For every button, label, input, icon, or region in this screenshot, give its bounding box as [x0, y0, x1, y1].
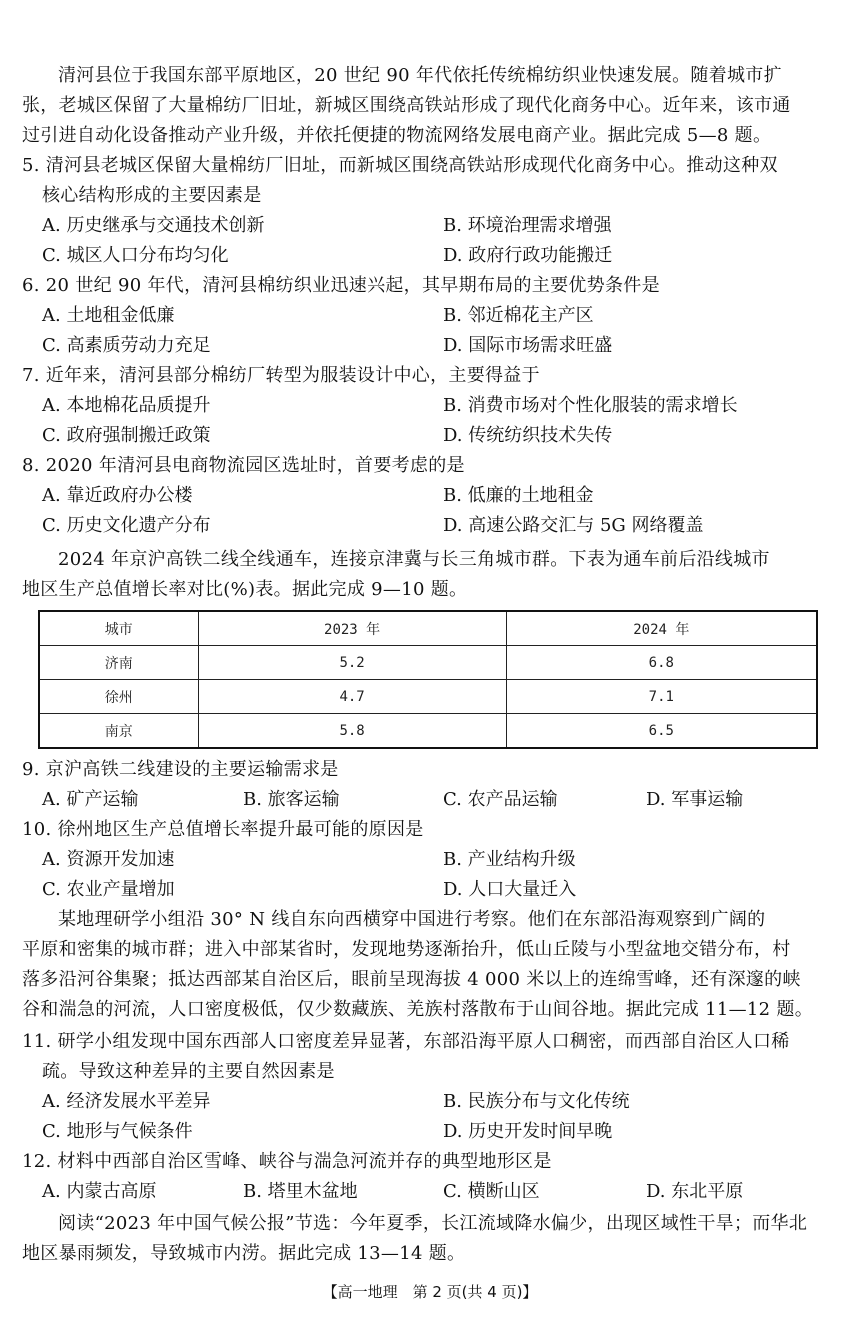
table-cell: 济南: [39, 646, 198, 680]
table-cell: 7.1: [506, 680, 817, 714]
q12-option-d: D. 东北平原: [646, 1181, 744, 1202]
passage-line: 张，老城区保留了大量棉纺厂旧址，新城区围绕高铁站形成了现代化商务中心。近年来，该市通: [22, 95, 791, 116]
q6-option-d: D. 国际市场需求旺盛: [443, 335, 613, 356]
q10-option-b: B. 产业结构升级: [443, 849, 576, 870]
question-6-stem: 6. 20 世纪 90 年代，清河县棉纺织业迅速兴起，其早期布局的主要优势条件是: [22, 275, 660, 296]
passage-line: 地区暴雨频发，导致城市内涝。据此完成 13—14 题。: [22, 1243, 466, 1264]
q7-option-a: A. 本地棉花品质提升: [42, 395, 211, 416]
q9-option-d: D. 军事运输: [646, 789, 744, 810]
passage-line: 某地理研学小组沿 30° N 线自东向西横穿中国进行考察。他们在东部沿海观察到广阔的: [58, 909, 766, 930]
q5-option-a: A. 历史继承与交通技术创新: [42, 215, 265, 236]
q5-option-c: C. 城区人口分布均匀化: [42, 245, 229, 266]
passage-line: 过引进自动化设备推动产业升级，并依托便捷的物流网络发展电商产业。据此完成 5—8 题。: [22, 125, 772, 146]
question-10-stem: 10. 徐州地区生产总值增长率提升最可能的原因是: [22, 819, 424, 840]
table-cell: 徐州: [39, 680, 198, 714]
table-cell: 6.5: [506, 714, 817, 749]
table-row: [39, 714, 817, 749]
passage-line: 落多沿河谷集聚；抵达西部某自治区后，眼前呈现海拔 4 000 米以上的连绵雪峰，还有深邃的峡: [22, 969, 801, 990]
q10-option-a: A. 资源开发加速: [42, 849, 175, 870]
q12-option-b: B. 塔里木盆地: [243, 1181, 358, 1202]
q6-option-b: B. 邻近棉花主产区: [443, 305, 594, 326]
table-cell: 5.2: [198, 646, 506, 680]
question-11-stem: 11. 研学小组发现中国东西部人口密度差异显著，东部沿海平原人口稠密，而西部自治区人口稀: [22, 1031, 790, 1052]
q9-option-c: C. 农产品运输: [443, 789, 558, 810]
question-11-stem-cont: 疏。导致这种差异的主要自然因素是: [42, 1061, 335, 1082]
q11-option-d: D. 历史开发时间早晚: [443, 1121, 613, 1142]
table-header-cell: 2024 年: [506, 611, 817, 646]
passage-line: 阅读“2023 年中国气候公报”节选：今年夏季，长江流域降水偏少，出现区域性干旱；而华北: [58, 1213, 808, 1234]
q8-option-a: A. 靠近政府办公楼: [42, 485, 193, 506]
table-cell: 5.8: [198, 714, 506, 749]
q7-option-d: D. 传统纺织技术失传: [443, 425, 613, 446]
q6-option-a: A. 土地租金低廉: [42, 305, 175, 326]
q8-option-d: D. 高速公路交汇与 5G 网络覆盖: [443, 515, 704, 536]
question-12-stem: 12. 材料中西部自治区雪峰、峡谷与湍急河流并存的典型地形区是: [22, 1151, 552, 1172]
passage-line: 2024 年京沪高铁二线全线通车，连接京津冀与长三角城市群。下表为通车前后沿线城市: [58, 549, 770, 570]
q8-option-c: C. 历史文化遗产分布: [42, 515, 211, 536]
passage-line: 地区生产总值增长率对比(%)表。据此完成 9—10 题。: [22, 579, 468, 600]
table-cell: 6.8: [506, 646, 817, 680]
q12-option-c: C. 横断山区: [443, 1181, 540, 1202]
gdp-growth-table: [38, 610, 818, 749]
q7-option-c: C. 政府强制搬迁政策: [42, 425, 211, 446]
q8-option-b: B. 低廉的土地租金: [443, 485, 594, 506]
table-header-cell: 2023 年: [198, 611, 506, 646]
q10-option-d: D. 人口大量迁入: [443, 879, 577, 900]
question-9-stem: 9. 京沪高铁二线建设的主要运输需求是: [22, 759, 339, 780]
q11-option-b: B. 民族分布与文化传统: [443, 1091, 630, 1112]
table-row: [39, 680, 817, 714]
passage-line: 谷和湍急的河流，人口密度极低，仅少数藏族、羌族村落散布于山间谷地。据此完成 11—12 题。: [22, 999, 814, 1020]
table-cell: 4.7: [198, 680, 506, 714]
passage-line: 平原和密集的城市群；进入中部某省时，发现地势逐渐抬升，低山丘陵与小型盆地交错分布，村: [22, 939, 791, 960]
question-5-stem-cont: 核心结构形成的主要因素是: [42, 185, 262, 206]
q11-option-c: C. 地形与气候条件: [42, 1121, 193, 1142]
passage-line: 清河县位于我国东部平原地区，20 世纪 90 年代依托传统棉纺织业快速发展。随着城市扩: [58, 65, 782, 86]
question-5-stem: 5. 清河县老城区保留大量棉纺厂旧址，而新城区围绕高铁站形成现代化商务中心。推动这种双: [22, 155, 778, 176]
q9-option-a: A. 矿产运输: [42, 789, 139, 810]
table-row: [39, 646, 817, 680]
q5-option-b: B. 环境治理需求增强: [443, 215, 612, 236]
page-footer: 【高一地理 第 2 页(共 4 页)】: [322, 1283, 538, 1301]
q10-option-c: C. 农业产量增加: [42, 879, 175, 900]
q11-option-a: A. 经济发展水平差异: [42, 1091, 211, 1112]
table-header-cell: 城市: [39, 611, 198, 646]
question-7-stem: 7. 近年来，清河县部分棉纺厂转型为服装设计中心，主要得益于: [22, 365, 540, 386]
q12-option-a: A. 内蒙古高原: [42, 1181, 157, 1202]
q5-option-d: D. 政府行政功能搬迁: [443, 245, 613, 266]
q7-option-b: B. 消费市场对个性化服装的需求增长: [443, 395, 738, 416]
q9-option-b: B. 旅客运输: [243, 789, 340, 810]
table-cell: 南京: [39, 714, 198, 749]
question-8-stem: 8. 2020 年清河县电商物流园区选址时，首要考虑的是: [22, 455, 465, 476]
table-header-row: [39, 611, 817, 646]
q6-option-c: C. 高素质劳动力充足: [42, 335, 211, 356]
